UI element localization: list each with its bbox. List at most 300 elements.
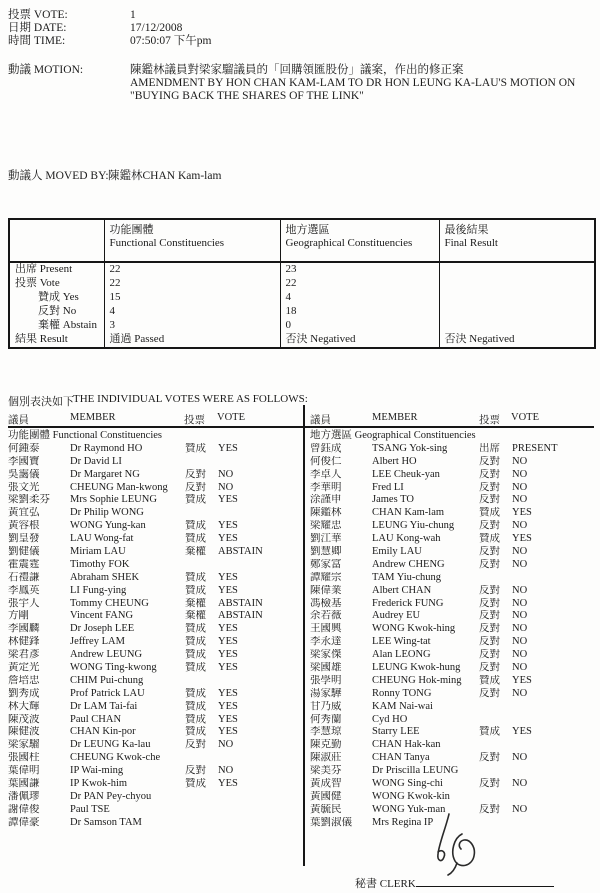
member-vote-zh: 反對 — [479, 778, 500, 790]
summary-geographical-value: 否決 Negatived — [280, 333, 439, 348]
member-vote-zh: 贊成 — [479, 507, 500, 519]
member-name-en: Dr PAN Pey-chyou — [70, 790, 152, 802]
member-vote-zh: 反對 — [479, 636, 500, 648]
member-vote-en — [512, 791, 596, 804]
member-vote-en: YES — [512, 674, 532, 686]
member-name-en: Frederick FUNG — [372, 597, 444, 609]
member-name-en: IP Wai-ming — [70, 765, 124, 777]
summary-functional-value: 15 — [104, 291, 280, 305]
summary-final-value — [439, 277, 595, 291]
summary-geographical-value: 18 — [280, 305, 439, 319]
member-name-en: IP Kwok-him — [70, 778, 128, 790]
member-vote-zh: 贊成 — [185, 494, 206, 506]
member-vote-row — [310, 714, 596, 727]
member-vote-zh: 反對 — [479, 481, 500, 493]
member-vote-zh: 贊成 — [185, 713, 206, 725]
member-name-en: CHAN Kam-lam — [372, 507, 445, 519]
member-vote-zh: 棄權 — [185, 546, 206, 558]
member-vote-zh — [479, 701, 512, 714]
member-name-zh: 何俊仁 — [310, 455, 342, 467]
vote-summary-table — [8, 218, 596, 349]
member-vote-zh: 反對 — [185, 739, 206, 751]
summary-header-final: 最後結果 Final Result — [439, 219, 595, 262]
col-header-member-en-right: MEMBER — [372, 412, 418, 423]
member-name-zh: 梁國雄 — [310, 662, 342, 674]
member-name-zh: 何鍾泰 — [8, 442, 40, 454]
member-vote-row — [310, 533, 596, 546]
member-vote-row — [310, 572, 596, 585]
member-name-en: Paul TSE — [70, 803, 110, 815]
member-name-en: Alan LEONG — [372, 649, 431, 661]
col-header-vote-zh-right: 投票 — [479, 415, 500, 426]
member-vote-row — [310, 443, 596, 456]
member-vote-en — [512, 714, 596, 727]
moved-by-label: 動議人 MOVED BY: — [8, 170, 109, 182]
member-vote-zh: 反對 — [479, 687, 500, 699]
member-vote-zh: 反對 — [479, 546, 500, 558]
member-vote-en — [218, 752, 300, 765]
member-name-zh: 霍震霆 — [8, 558, 40, 570]
member-name-zh: 李華明 — [310, 481, 342, 493]
member-name-en: WONG Yung-kan — [70, 520, 146, 532]
member-vote-zh: 反對 — [479, 610, 500, 622]
handwritten-signature-icon — [426, 812, 480, 881]
member-vote-zh: 反對 — [185, 481, 206, 493]
geographical-members — [310, 443, 596, 830]
member-name-zh: 李國麟 — [8, 623, 40, 635]
vote-number-value: 1 — [130, 9, 136, 21]
summary-final-value — [439, 262, 595, 277]
member-vote-row — [310, 598, 596, 611]
member-vote-en: NO — [512, 494, 528, 506]
member-name-en: Emily LAU — [372, 546, 422, 558]
member-vote-en: NO — [218, 765, 234, 777]
geographical-votes-list — [310, 430, 596, 830]
time-row — [8, 35, 211, 48]
member-vote-row — [310, 791, 596, 804]
member-name-zh: 林健鋒 — [8, 636, 40, 648]
member-vote-row — [8, 701, 300, 714]
member-vote-row — [8, 675, 300, 688]
col-header-vote-en-left: VOTE — [217, 412, 245, 423]
member-vote-zh: 出席 — [479, 442, 500, 454]
member-name-zh: 李永達 — [310, 636, 342, 648]
member-name-en: Jeffrey LAM — [70, 636, 125, 648]
member-name-en: Paul CHAN — [70, 713, 122, 725]
member-name-zh: 張國柱 — [8, 752, 40, 764]
col-header-member-zh-left: 議員 — [8, 415, 29, 426]
member-name-zh: 王國興 — [310, 623, 342, 635]
member-name-zh: 李國寶 — [8, 455, 40, 467]
member-vote-zh: 反對 — [479, 494, 500, 506]
member-vote-row — [8, 649, 300, 662]
summary-row-label: 投票 Vote — [15, 276, 60, 289]
member-vote-zh: 贊成 — [185, 571, 206, 583]
member-vote-row — [8, 714, 300, 727]
summary-final-value — [439, 291, 595, 305]
member-vote-zh: 反對 — [185, 468, 206, 480]
summary-geographical-value: 0 — [280, 319, 439, 333]
member-vote-zh: 贊成 — [185, 687, 206, 699]
member-name-en: LI Fung-ying — [70, 584, 127, 596]
summary-row — [9, 277, 595, 291]
member-vote-zh: 贊成 — [185, 584, 206, 596]
member-vote-en: YES — [218, 726, 238, 738]
member-name-en: Miriam LAU — [70, 546, 126, 558]
member-name-zh: 石禮謙 — [8, 571, 40, 583]
member-name-en: Timothy FOK — [70, 558, 130, 570]
member-name-en: James TO — [372, 494, 414, 506]
member-vote-en — [512, 572, 596, 585]
member-vote-en — [512, 739, 596, 752]
member-name-en: LAU Kong-wah — [372, 533, 441, 545]
member-vote-zh: 反對 — [479, 597, 500, 609]
member-name-en: WONG Sing-chi — [372, 778, 443, 790]
member-name-en: CHAN Kin-por — [70, 726, 136, 738]
member-vote-zh: 贊成 — [479, 533, 500, 545]
member-vote-en: NO — [512, 778, 528, 790]
summary-header-functional: 功能團體 Functional Constituencies — [104, 219, 280, 262]
member-name-zh: 張學明 — [310, 674, 342, 686]
member-vote-en: PRESENT — [512, 442, 558, 454]
member-name-en: Albert CHAN — [372, 584, 432, 596]
summary-geographical-value: 4 — [280, 291, 439, 305]
time-value: 07:50:07 下午pm — [130, 35, 212, 47]
summary-functional-value: 3 — [104, 319, 280, 333]
functional-members — [8, 443, 300, 830]
motion-label: 動議 MOTION: — [8, 64, 84, 76]
summary-row-label: 反對 No — [38, 304, 77, 317]
member-vote-row — [8, 636, 300, 649]
member-name-zh: 梁耀忠 — [310, 520, 342, 532]
member-vote-row — [8, 533, 300, 546]
member-vote-zh — [479, 739, 512, 752]
member-vote-zh: 贊成 — [185, 442, 206, 454]
member-vote-zh: 贊成 — [185, 662, 206, 674]
member-name-en: Dr Samson TAM — [70, 816, 142, 828]
member-vote-row — [8, 804, 300, 817]
member-vote-row — [310, 636, 596, 649]
member-vote-zh — [185, 791, 218, 804]
member-vote-zh — [185, 507, 218, 520]
individual-votes-title-zh: 個別表決如下 — [8, 396, 74, 408]
member-vote-en: ABSTAIN — [218, 597, 263, 609]
summary-body — [9, 262, 595, 348]
motion-line-zh: 陳鑑林議員對梁家騮議員的「回購領匯股份」議案，作出的修正案 — [130, 64, 464, 76]
member-vote-zh: 贊成 — [479, 726, 500, 738]
member-name-en: WONG Ting-kwong — [70, 662, 157, 674]
member-vote-row — [310, 482, 596, 495]
member-vote-en — [218, 675, 300, 688]
member-vote-row — [8, 559, 300, 572]
member-name-en: Tommy CHEUNG — [70, 597, 149, 609]
member-vote-row — [8, 482, 300, 495]
member-vote-en: YES — [218, 778, 238, 790]
member-vote-row — [310, 610, 596, 623]
member-name-zh: 方剛 — [8, 610, 29, 622]
member-name-zh: 黃國健 — [310, 790, 342, 802]
member-vote-row — [310, 765, 596, 778]
member-name-en: Mrs Sophie LEUNG — [70, 494, 157, 506]
date-row — [8, 22, 182, 35]
member-vote-en: ABSTAIN — [218, 610, 263, 622]
member-vote-zh: 反對 — [479, 455, 500, 467]
member-name-zh: 黃宜弘 — [8, 507, 40, 519]
member-vote-row — [310, 726, 596, 739]
member-vote-row — [8, 494, 300, 507]
summary-geographical-value: 22 — [280, 277, 439, 291]
member-vote-row — [8, 817, 300, 830]
member-name-en: Mrs Regina IP — [372, 816, 434, 828]
member-vote-zh — [185, 804, 218, 817]
member-vote-en — [218, 559, 300, 572]
member-vote-en: YES — [218, 494, 238, 506]
member-name-zh: 馮檢基 — [310, 597, 342, 609]
member-vote-zh: 贊成 — [185, 636, 206, 648]
summary-row — [9, 291, 595, 305]
member-vote-en — [512, 817, 596, 830]
member-vote-en: NO — [512, 481, 528, 493]
clerk-signature-row — [355, 875, 554, 891]
member-vote-row — [8, 610, 300, 623]
col-header-vote-zh-left: 投票 — [184, 415, 205, 426]
member-vote-zh: 反對 — [185, 765, 206, 777]
member-vote-row — [8, 572, 300, 585]
member-vote-row — [8, 688, 300, 701]
member-name-zh: 黃成智 — [310, 778, 342, 790]
member-vote-row — [8, 469, 300, 482]
member-vote-row — [310, 662, 596, 675]
member-vote-row — [8, 443, 300, 456]
member-name-zh: 劉慧卿 — [310, 546, 342, 558]
member-vote-zh: 反對 — [479, 752, 500, 764]
summary-functional-value: 22 — [104, 262, 280, 277]
summary-row — [9, 319, 595, 333]
member-name-zh: 黃定光 — [8, 662, 40, 674]
member-vote-en — [512, 701, 596, 714]
member-vote-row — [8, 546, 300, 559]
motion-line-en-2: "BUYING BACK THE SHARES OF THE LINK" — [130, 90, 364, 102]
member-vote-row — [8, 623, 300, 636]
member-vote-en: NO — [512, 597, 528, 609]
member-vote-zh: 棄權 — [185, 610, 206, 622]
member-name-zh: 梁美芬 — [310, 765, 342, 777]
member-vote-en: NO — [218, 739, 234, 751]
member-name-en: WONG Yuk-man — [372, 803, 446, 815]
member-name-zh: 劉江華 — [310, 533, 342, 545]
member-name-zh: 吳靄儀 — [8, 468, 40, 480]
member-vote-en: NO — [512, 455, 528, 467]
member-name-en: LEE Cheuk-yan — [372, 468, 440, 480]
member-vote-en — [218, 456, 300, 469]
member-name-zh: 梁君彥 — [8, 649, 40, 661]
member-vote-en: YES — [512, 726, 532, 738]
member-vote-en: YES — [218, 713, 238, 725]
member-name-zh: 甘乃威 — [310, 700, 342, 712]
member-name-en: Abraham SHEK — [70, 571, 140, 583]
summary-functional-value: 通過 Passed — [104, 333, 280, 348]
member-vote-en: YES — [218, 700, 238, 712]
member-vote-en: YES — [218, 649, 238, 661]
member-vote-row — [310, 752, 596, 765]
member-vote-row — [8, 765, 300, 778]
member-name-en: Prof Patrick LAU — [70, 687, 145, 699]
moved-by-value: 陳鑑林CHAN Kam-lam — [108, 170, 222, 182]
member-vote-row — [310, 623, 596, 636]
member-name-zh: 陳鑑林 — [310, 507, 342, 519]
member-vote-zh: 反對 — [479, 558, 500, 570]
member-vote-row — [8, 507, 300, 520]
member-vote-en: NO — [512, 649, 528, 661]
member-name-zh: 譚偉豪 — [8, 816, 40, 828]
member-vote-en — [512, 765, 596, 778]
summary-functional-value: 22 — [104, 277, 280, 291]
member-vote-zh — [185, 675, 218, 688]
member-vote-zh: 反對 — [479, 803, 500, 815]
member-name-en: Andrew LEUNG — [70, 649, 143, 661]
member-name-zh: 謝偉俊 — [8, 803, 40, 815]
member-vote-en: NO — [512, 468, 528, 480]
member-vote-zh: 贊成 — [185, 623, 206, 635]
member-vote-row — [310, 546, 596, 559]
column-divider-line — [303, 405, 305, 866]
member-vote-zh — [479, 791, 512, 804]
member-name-zh: 劉秀成 — [8, 687, 40, 699]
summary-geographical-value: 23 — [280, 262, 439, 277]
member-vote-en — [218, 804, 300, 817]
member-name-en: Cyd HO — [372, 713, 408, 725]
member-vote-row — [8, 598, 300, 611]
member-name-zh: 劉皇發 — [8, 533, 40, 545]
member-name-en: Ronny TONG — [372, 687, 432, 699]
motion-row — [8, 64, 130, 77]
member-name-zh: 鄭家富 — [310, 558, 342, 570]
member-name-en: Dr Raymond HO — [70, 442, 143, 454]
summary-functional-value: 4 — [104, 305, 280, 319]
member-vote-row — [8, 791, 300, 804]
summary-final-value: 否決 Negatived — [439, 333, 595, 348]
member-name-zh: 林大輝 — [8, 700, 40, 712]
col-header-member-zh-right: 議員 — [310, 415, 331, 426]
date-value: 17/12/2008 — [130, 22, 183, 34]
member-name-zh: 陳偉業 — [310, 584, 342, 596]
member-name-en: TAM Yiu-chung — [372, 571, 442, 583]
member-vote-zh: 贊成 — [185, 520, 206, 532]
member-name-en: LEE Wing-tat — [372, 636, 431, 648]
member-vote-en — [218, 817, 300, 830]
member-vote-en — [218, 791, 300, 804]
member-vote-en: NO — [218, 468, 234, 480]
member-vote-en: YES — [512, 507, 532, 519]
member-vote-row — [8, 778, 300, 791]
member-name-zh: 潘佩璆 — [8, 790, 40, 802]
member-vote-en: YES — [218, 442, 238, 454]
summary-header-geographical: 地方選區 Geographical Constituencies — [280, 219, 439, 262]
member-name-en: LEUNG Kwok-hung — [372, 662, 461, 674]
member-name-en: CHEUNG Hok-ming — [372, 674, 462, 686]
member-vote-en: YES — [218, 636, 238, 648]
member-vote-row — [310, 739, 596, 752]
member-name-en: CHIM Pui-chung — [70, 674, 144, 686]
member-vote-en: NO — [512, 623, 528, 635]
member-name-en: Fred LI — [372, 481, 404, 493]
member-vote-row — [310, 778, 596, 791]
member-vote-zh: 贊成 — [185, 700, 206, 712]
member-name-en: CHEUNG Man-kwong — [70, 481, 168, 493]
member-vote-zh: 贊成 — [185, 533, 206, 545]
member-vote-en: NO — [512, 803, 528, 815]
member-name-zh: 陳茂波 — [8, 713, 40, 725]
member-vote-zh: 贊成 — [185, 649, 206, 661]
member-name-en: Dr Philip WONG — [70, 507, 144, 519]
time-label: 時間 TIME: — [8, 35, 66, 47]
member-vote-row — [310, 520, 596, 533]
member-name-zh: 劉健儀 — [8, 546, 40, 558]
member-vote-zh — [479, 572, 512, 585]
member-vote-en: NO — [218, 481, 234, 493]
member-vote-en: YES — [218, 687, 238, 699]
motion-line-en-1: AMENDMENT BY HON CHAN KAM-LAM TO DR HON LEUNG KA-LAU'S MOTION ON — [130, 77, 576, 89]
member-vote-zh — [479, 765, 512, 778]
summary-header-blank — [9, 219, 104, 262]
member-vote-row — [8, 726, 300, 739]
member-name-zh: 涂謹申 — [310, 494, 342, 506]
member-name-zh: 余若薇 — [310, 610, 342, 622]
member-vote-zh: 反對 — [479, 649, 500, 661]
member-name-en: CHAN Hak-kan — [372, 739, 441, 751]
member-name-zh: 李卓人 — [310, 468, 342, 480]
member-name-en: LEUNG Yiu-chung — [372, 520, 455, 532]
summary-row-label: 結果 Result — [15, 332, 68, 345]
member-vote-row — [8, 520, 300, 533]
member-name-en: Vincent FANG — [70, 610, 134, 622]
member-vote-zh: 贊成 — [479, 674, 500, 686]
member-vote-zh — [185, 456, 218, 469]
summary-final-value — [439, 305, 595, 319]
member-name-en: TSANG Yok-sing — [372, 442, 448, 454]
member-vote-row — [8, 662, 300, 675]
member-name-en: Andrew CHENG — [372, 558, 445, 570]
member-vote-en: NO — [512, 584, 528, 596]
member-name-zh: 梁家騮 — [8, 739, 40, 751]
summary-row — [9, 333, 595, 348]
geographical-section-label: 地方選區 Geographical Constituencies — [310, 430, 476, 441]
member-name-zh: 曾鈺成 — [310, 442, 342, 454]
member-name-en: Dr David LI — [70, 455, 122, 467]
member-name-zh: 李慧琼 — [310, 726, 342, 738]
member-name-zh: 詹培忠 — [8, 674, 40, 686]
functional-section-label: 功能團體 Functional Constituencies — [8, 430, 162, 441]
member-name-en: WONG Kwok-kin — [372, 790, 450, 802]
member-name-en: Dr LEUNG Ka-lau — [70, 739, 151, 751]
member-name-en: Dr Priscilla LEUNG — [372, 765, 459, 777]
col-header-member-en-left: MEMBER — [70, 412, 116, 423]
member-name-zh: 陳健波 — [8, 726, 40, 738]
summary-row — [9, 262, 595, 277]
member-name-en: Audrey EU — [372, 610, 421, 622]
member-vote-row — [310, 469, 596, 482]
member-vote-row — [8, 752, 300, 765]
member-name-zh: 葉劉淑儀 — [310, 816, 352, 828]
member-vote-en: NO — [512, 520, 528, 532]
member-vote-zh: 棄權 — [185, 597, 206, 609]
member-vote-row — [310, 675, 596, 688]
member-vote-row — [310, 701, 596, 714]
functional-votes-list — [8, 430, 300, 830]
member-name-zh: 陳克勤 — [310, 739, 342, 751]
member-name-zh: 葉偉明 — [8, 765, 40, 777]
date-label: 日期 DATE: — [8, 22, 67, 34]
